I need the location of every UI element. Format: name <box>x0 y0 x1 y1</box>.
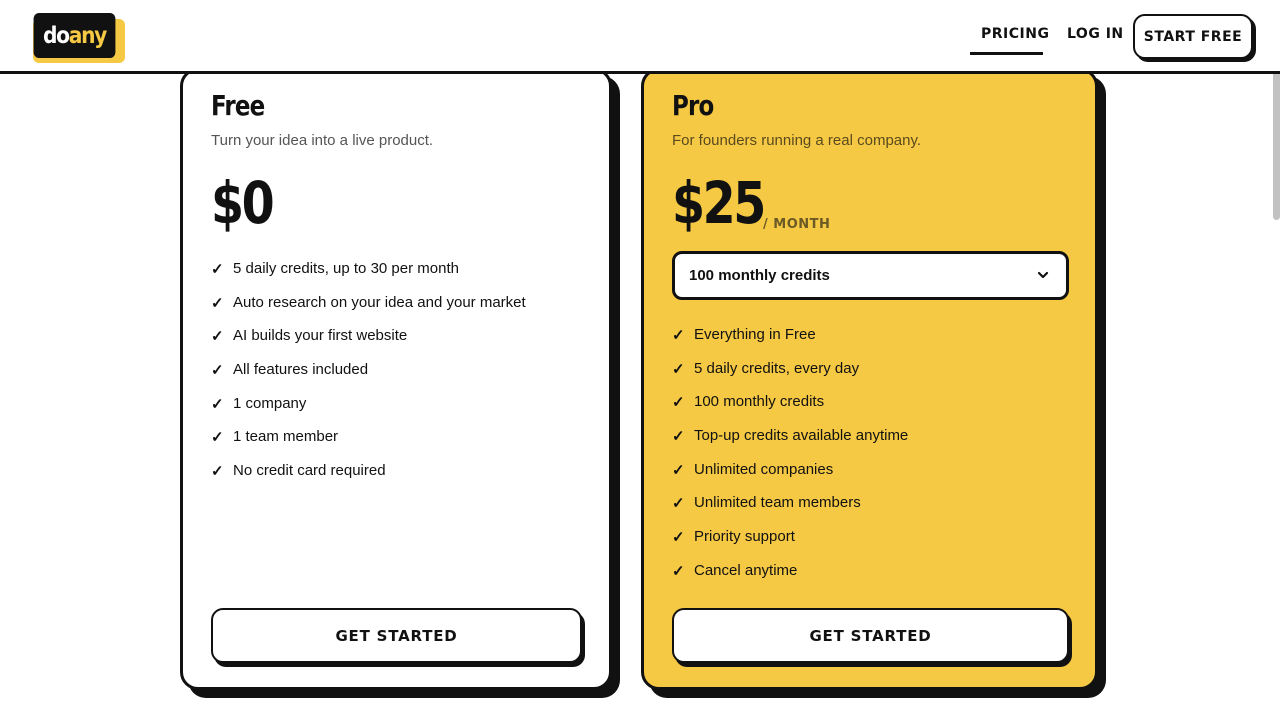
site-header <box>0 0 1280 74</box>
feature-text: 5 daily credits, every day <box>694 359 860 377</box>
feature-item <box>211 462 526 496</box>
free-get-started-button[interactable]: GET STARTED <box>211 608 582 663</box>
feature-text: Cancel anytime <box>694 561 798 579</box>
check-icon: ✓ <box>211 328 224 346</box>
pro-get-started-button[interactable]: GET STARTED <box>672 608 1069 663</box>
feature-text: AI builds your first website <box>233 327 408 345</box>
check-icon: ✓ <box>672 495 685 513</box>
nav-pricing-link[interactable]: PRICING <box>981 26 1050 42</box>
check-icon: ✓ <box>211 294 224 312</box>
check-icon: ✓ <box>672 461 685 479</box>
plan-title: Free <box>211 89 265 122</box>
feature-item <box>672 528 908 562</box>
feature-item <box>211 260 526 294</box>
check-icon: ✓ <box>672 360 685 378</box>
check-icon: ✓ <box>211 429 224 447</box>
feature-text: No credit card required <box>233 462 386 480</box>
nav-active-underline <box>970 52 1043 55</box>
start-free-button[interactable]: START FREE <box>1133 14 1253 59</box>
feature-item <box>672 494 908 528</box>
feature-list <box>672 326 908 596</box>
feature-text: Unlimited companies <box>694 460 834 478</box>
plan-title: Pro <box>672 89 714 122</box>
check-icon: ✓ <box>672 562 685 580</box>
chevron-down-icon <box>1036 268 1050 282</box>
check-icon: ✓ <box>672 394 685 412</box>
plan-description: Turn your idea into a live product. <box>211 132 434 149</box>
check-icon: ✓ <box>211 362 224 380</box>
feature-text: 1 company <box>233 394 307 412</box>
feature-text: Unlimited team members <box>694 494 861 512</box>
feature-item <box>211 428 526 462</box>
check-icon: ✓ <box>211 395 224 413</box>
logo-wordmark[interactable] <box>34 13 116 58</box>
price-period: / MONTH <box>763 217 831 232</box>
credits-select-value: 100 monthly credits <box>689 267 830 284</box>
feature-item <box>211 327 526 361</box>
logo-text-do: do <box>42 22 69 49</box>
check-icon: ✓ <box>672 428 685 446</box>
page-scrollbar[interactable] <box>1273 70 1280 220</box>
feature-item <box>211 294 526 328</box>
feature-item <box>672 326 908 360</box>
feature-item <box>211 395 526 429</box>
feature-item <box>672 562 908 596</box>
feature-item <box>672 461 908 495</box>
logo-text-any: any <box>68 22 107 49</box>
feature-list <box>211 260 526 496</box>
feature-item <box>672 360 908 394</box>
check-icon: ✓ <box>211 463 224 481</box>
nav-login-link[interactable]: LOG IN <box>1067 26 1124 42</box>
feature-text: Everything in Free <box>694 326 816 343</box>
plan-price: $25 <box>672 169 764 237</box>
check-icon: ✓ <box>211 261 224 278</box>
plan-price: $0 <box>211 169 273 237</box>
feature-text: Top-up credits available anytime <box>694 427 909 445</box>
pro-plan-card <box>641 68 1098 690</box>
plan-description: For founders running a real company. <box>672 132 922 149</box>
check-icon: ✓ <box>672 327 685 344</box>
feature-item <box>672 427 908 461</box>
feature-item <box>672 393 908 427</box>
feature-text: 100 monthly credits <box>694 393 825 411</box>
logo[interactable] <box>28 13 124 61</box>
feature-text: Priority support <box>694 528 795 546</box>
feature-text: 5 daily credits, up to 30 per month <box>233 260 459 277</box>
feature-text: Auto research on your idea and your market <box>233 293 526 311</box>
feature-item <box>211 361 526 395</box>
check-icon: ✓ <box>672 529 685 547</box>
feature-text: All features included <box>233 361 369 379</box>
credits-select[interactable] <box>672 251 1069 300</box>
feature-text: 1 team member <box>233 428 339 446</box>
free-plan-card <box>180 68 612 690</box>
